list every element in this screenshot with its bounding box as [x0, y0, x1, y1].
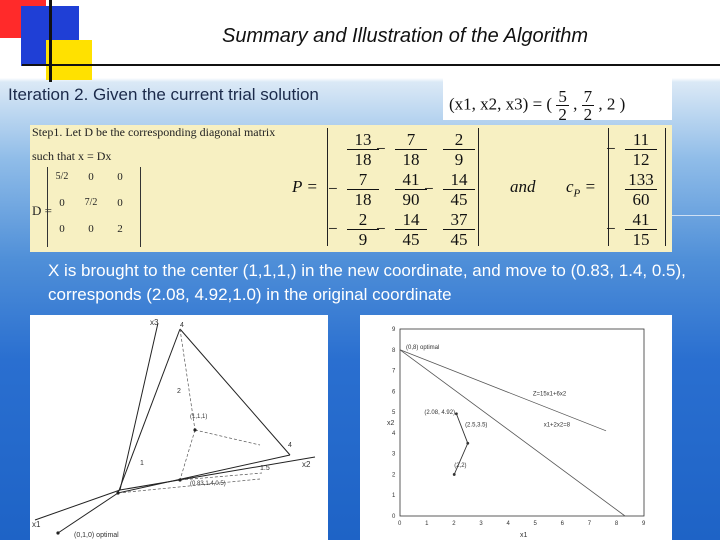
numerator: 11 — [625, 131, 657, 150]
lp-2d-plot — [360, 315, 672, 540]
d-matrix-cell: 0 — [59, 197, 65, 209]
y-tick-label: 6 — [392, 389, 396, 396]
d-matrix-label: D = — [32, 203, 52, 218]
denominator: 12 — [632, 150, 650, 169]
point-label: (1,1,1) — [190, 414, 208, 420]
x-tick-label: 0 — [398, 521, 402, 527]
optimal-label: (0,1,0) optimal — [74, 532, 119, 539]
x-tick-label: 3 — [479, 521, 483, 527]
negative-sign: − — [328, 219, 338, 238]
denominator: 18 — [402, 150, 420, 169]
iteration-point — [466, 442, 469, 445]
x1-axis-line — [35, 490, 120, 520]
annotation-objective: Z=15x1+6x2 — [532, 391, 567, 398]
step1-line2: such that x = Dx — [32, 149, 112, 163]
annotation-point: (2.08, 4.92) — [424, 410, 456, 417]
matrix-fraction-cell — [606, 130, 668, 169]
slide-title: Summary and Illustration of the Algorithm — [222, 25, 589, 47]
decoration-right-line — [672, 215, 720, 216]
negative-sign: − — [376, 139, 386, 158]
numerator: 7 — [395, 131, 427, 150]
tick-label: 1.5 — [260, 465, 270, 472]
numerator: 14 — [395, 211, 427, 230]
numerator: 2 — [443, 131, 475, 150]
x1-axis-label: x1 — [32, 520, 41, 529]
iteration-heading: Iteration 2. Given the current trial solution — [8, 85, 319, 104]
d-matrix-cell: 2 — [117, 223, 123, 235]
annotation-optimal: (0,8) optimal — [406, 344, 440, 351]
denominator: 60 — [632, 190, 650, 209]
equation-rhs-close: ) — [619, 94, 626, 114]
point-marker — [56, 531, 59, 534]
point-label: (0.83,1.4,0.5) — [190, 481, 226, 487]
point-marker — [193, 428, 196, 431]
step1-box — [30, 125, 672, 252]
simplex-3d-plot — [30, 315, 328, 540]
y-tick-label: 2 — [392, 472, 396, 479]
lp-2d-svg — [360, 315, 672, 540]
denominator: 18 — [354, 190, 372, 209]
numerator: 133 — [625, 171, 657, 190]
x-tick-label: 5 — [533, 521, 537, 527]
x-tick-label: 7 — [587, 521, 592, 527]
and-label: and — [510, 177, 536, 196]
denominator: 9 — [358, 230, 368, 249]
matrix-fraction-cell — [432, 211, 486, 248]
matrix-fraction-cell — [376, 210, 438, 249]
annotation-constraint: x1+2x2=8 — [543, 422, 571, 429]
explanation-caption: X is brought to the center (1,1,1,) in the new coordinate, and move to (0.83, 1.4, 0.5), corresponds (2.08, 4.92,1.0) in the original coordinate — [48, 261, 686, 304]
decoration-white-block — [0, 38, 21, 66]
x3-value: 2 — [606, 94, 616, 114]
numerator: 41 — [625, 211, 657, 230]
numerator: 37 — [443, 211, 475, 230]
tick-label: 4 — [288, 442, 292, 449]
x-tick-label: 4 — [506, 521, 510, 527]
d-matrix-cell: 0 — [88, 223, 94, 235]
iteration-point — [453, 473, 456, 476]
matrix-fraction-cell — [424, 170, 486, 209]
d-matrix-cell: 0 — [88, 171, 94, 183]
matrix-fraction-cell — [376, 130, 438, 169]
x-tick-label: 1 — [425, 521, 429, 527]
x2-axis-label: x2 — [302, 460, 311, 469]
y-tick-label: 0 — [392, 514, 396, 520]
y-tick-label: 9 — [392, 327, 396, 333]
decoration-vertical-line — [49, 0, 52, 82]
simplex-edge — [58, 493, 118, 533]
constraint-line — [400, 350, 625, 516]
tick-label: 1 — [140, 460, 144, 467]
path-line — [195, 430, 260, 445]
simplex-3d-svg — [30, 315, 328, 540]
denominator: 45 — [450, 190, 468, 209]
objective-line — [400, 350, 606, 431]
denominator: 15 — [632, 230, 650, 249]
x-tick-label: 8 — [614, 521, 619, 527]
y-tick-label: 3 — [392, 451, 396, 458]
x1-fraction: $\frac{5}{2}$ — [558, 87, 567, 124]
matrix-fraction-cell — [328, 170, 390, 209]
y-tick-label: 1 — [392, 493, 396, 500]
title-underline — [22, 64, 720, 66]
x3-axis-label: x3 — [150, 318, 159, 327]
numerator: 13 — [347, 131, 379, 150]
x2-fraction: $\frac{7}{2}$ — [583, 87, 593, 124]
numerator: 14 — [443, 171, 475, 190]
x-tick-label: 9 — [642, 521, 646, 527]
annotation-point: (2.5,3.5) — [465, 422, 488, 429]
numerator: 7 — [347, 171, 379, 190]
y-tick-label: 8 — [392, 347, 396, 354]
path-line — [180, 430, 195, 480]
path-line — [118, 479, 260, 493]
tick-label: 2 — [177, 388, 181, 395]
y-axis-label: x2 — [387, 420, 395, 427]
numerator: 2 — [347, 211, 379, 230]
y-tick-label: 7 — [392, 368, 396, 375]
y-tick-label: 5 — [392, 410, 396, 417]
point-marker — [178, 478, 181, 481]
p-matrix-label: P = — [292, 177, 318, 196]
equation-lhs: (x1, x2, x3) = ( — [449, 94, 553, 114]
y-tick-label: 4 — [392, 430, 396, 437]
current-solution-equation: (x1, x2, x3) = ( $\frac{5}{2}$ , $\frac{7}{2}$ , 2 ) — [443, 76, 672, 120]
decoration-yellow-block — [46, 40, 92, 80]
point-marker — [116, 491, 119, 494]
denominator: 90 — [402, 190, 420, 209]
iteration-point — [455, 412, 458, 415]
x3-axis-line — [120, 323, 158, 490]
denominator: 45 — [402, 230, 420, 249]
x-axis-label: x1 — [520, 532, 528, 539]
x-tick-label: 2 — [452, 521, 456, 527]
negative-sign: − — [376, 219, 386, 238]
negative-sign: − — [606, 219, 616, 238]
simplex-edge — [180, 329, 290, 455]
numerator: 41 — [395, 171, 427, 190]
negative-sign: − — [328, 179, 338, 198]
step1-line1: Step1. Let D be the corresponding diagonal matrix — [32, 125, 276, 139]
plot-frame — [400, 329, 644, 516]
denominator: 18 — [354, 150, 372, 169]
d-matrix-cell: 7/2 — [84, 197, 98, 208]
d-matrix-cell: 0 — [117, 171, 123, 183]
d-matrix-cell: 0 — [117, 197, 123, 209]
matrix-fraction-cell — [432, 131, 486, 168]
negative-sign: − — [606, 139, 616, 158]
matrix-fraction-cell — [606, 210, 668, 249]
tick-label: 4 — [180, 322, 184, 329]
d-matrix-cell: 5/2 — [55, 171, 69, 182]
negative-sign: − — [424, 179, 434, 198]
cp-label: $c_P$ = — [566, 177, 597, 200]
simplex-edge — [118, 329, 180, 493]
annotation-point: (2,2) — [454, 463, 467, 470]
denominator: 45 — [450, 230, 468, 249]
d-matrix-cell: 0 — [59, 223, 65, 235]
matrix-fraction-cell — [614, 171, 668, 208]
denominator: 9 — [454, 150, 464, 169]
d-matrix — [47, 167, 141, 247]
x-tick-label: 6 — [560, 521, 565, 527]
